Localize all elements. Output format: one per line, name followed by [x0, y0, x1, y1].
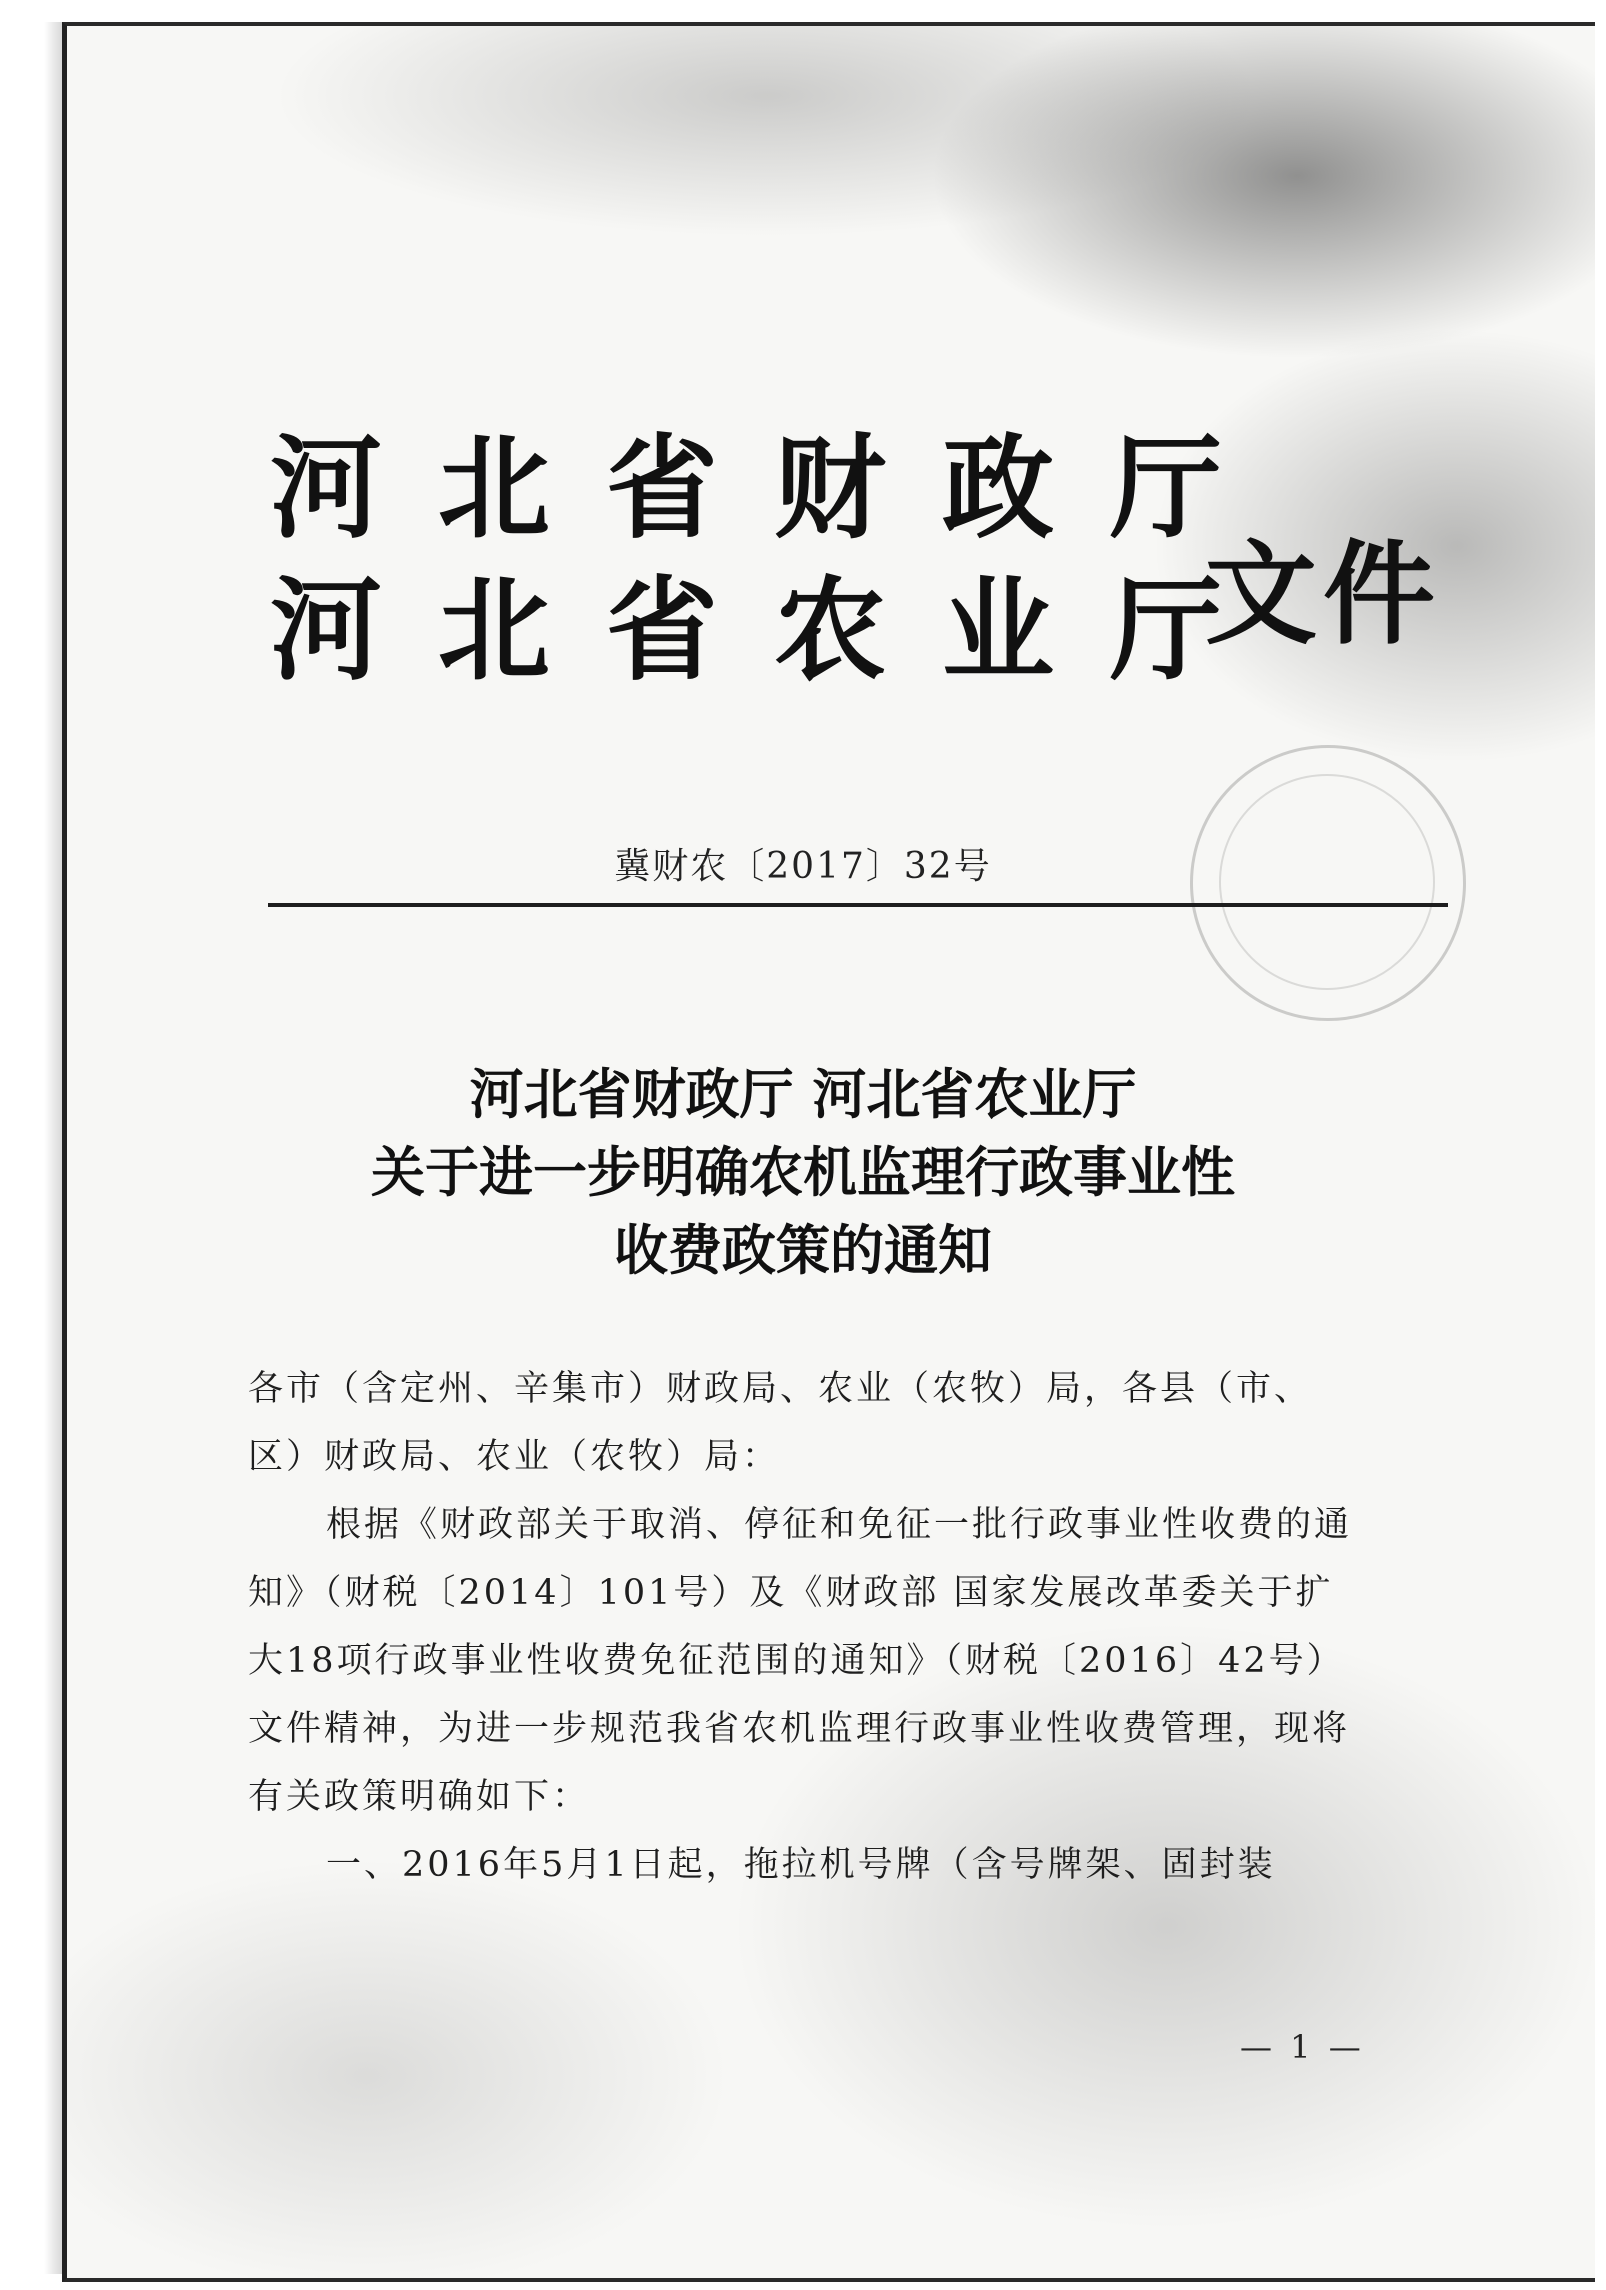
body-paragraph-2: 一、2016年5月1日起，拖拉机号牌（含号牌架、固封装 [326, 1845, 1276, 1885]
document-number: 冀财农〔2017〕32号 [614, 846, 992, 887]
body-paragraph-1: 根据《财政部关于取消、停征和免征一批行政事业性收费的通知》（财税〔2014〕101号）及《财政部 国家发展改革委关于扩大18项行政事业性收费免征范围的通知》（财税〔2016〕42号）文件精神，为进一步规范我省农机监理行政事业性收费管理，现将有关政策明确如下： [248, 1505, 1353, 1817]
title-line-2: 关于进一步明确农机监理行政事业性 [371, 1140, 1235, 1204]
page-number: — 1 — [1240, 2028, 1365, 2066]
issuer-block [270, 418, 1278, 702]
document-type-label: 文件 [1205, 529, 1441, 660]
title-line-1: 河北省财政厅 河北省农业厅 [469, 1062, 1137, 1126]
title-line-3: 收费政策的通知 [614, 1218, 992, 1282]
document-title [0, 1055, 1606, 1289]
header-divider [268, 903, 1448, 907]
issuer-line-1: 河北省财政厅 [270, 423, 1278, 554]
document-body [248, 1355, 1368, 1899]
issuer-line-2: 河北省农业厅 [270, 565, 1278, 696]
addressee: 各市（含定州、辛集市）财政局、农业（农牧）局，各县（市、区）财政局、农业（农牧）局： [248, 1369, 1313, 1477]
